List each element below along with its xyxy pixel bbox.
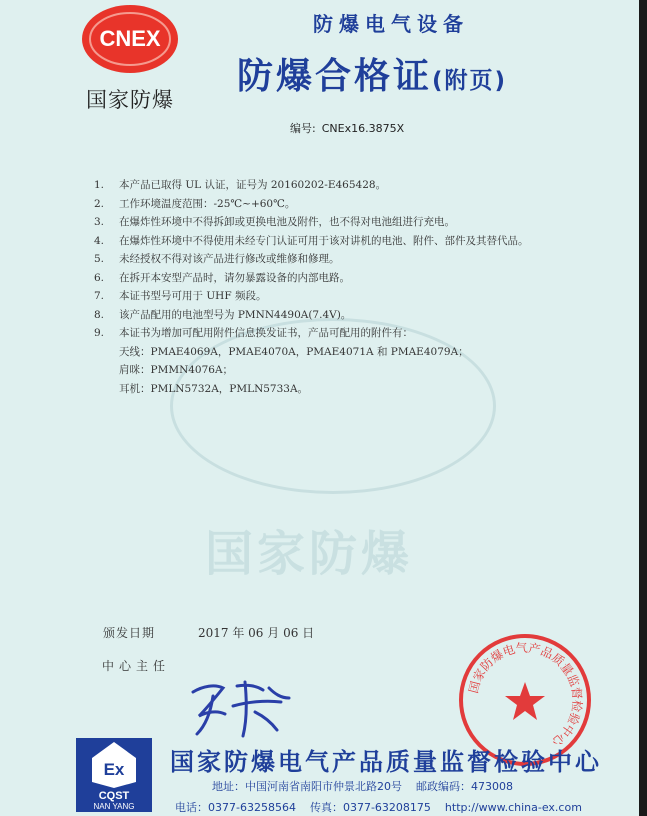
cqst-ex-logo: [76, 738, 152, 812]
note-number: 7.: [94, 290, 105, 302]
note-text: 本产品已取得 UL 认证，证号为 20160202-E465428。: [119, 179, 387, 191]
logo-org-name: 国家防爆: [86, 88, 174, 112]
note-text: 工作环境温度范围：-25℃~+60℃。: [119, 197, 296, 210]
certificate-title: [237, 48, 507, 99]
issue-date-label: 颁发日期: [103, 626, 156, 640]
cnex-logo: [80, 2, 180, 76]
certificate-title-main: 防爆合格证: [237, 56, 433, 97]
note-item: [94, 232, 614, 251]
notes-list: [94, 176, 614, 398]
note-number: 6.: [94, 271, 105, 284]
note-number: 9.: [94, 327, 105, 339]
cqst-code: CQST: [98, 790, 130, 802]
ex-mark: Ex: [103, 760, 125, 779]
certificate-title-suffix: (附页): [432, 68, 508, 94]
accessory-line: 肩咪：PMMN4076A；: [119, 364, 234, 376]
note-text: 未经授权不得对该产品进行修改或维修和修理。: [119, 253, 340, 265]
certificate-number-value: CNEx16.3875X: [321, 122, 405, 135]
note-item: [94, 324, 614, 343]
note-text: 在爆炸性环境中不得拆卸或更换电池及附件，也不得对电池组进行充电。: [119, 216, 455, 228]
note-number: 5.: [94, 253, 105, 265]
center-phone: 电话：0377-63258564: [175, 801, 296, 814]
header-subtitle: 防爆电气设备: [313, 12, 469, 36]
note-text: 该产品配用的电池型号为 PMNN4490A(7.4V)。: [119, 308, 352, 321]
note-text: 本证书为增加可配用附件信息换发证书，产品可配用的附件有：: [119, 327, 413, 339]
note-text: 在拆开本安型产品时，请勿暴露设备的内部电路。: [119, 271, 350, 284]
watermark-text: 国家防爆: [205, 526, 414, 582]
director-label: 中心主任: [102, 659, 171, 673]
note-number: 8.: [94, 308, 105, 321]
note-text: 在爆炸性环境中不得使用未经专门认证可用于该对讲机的电池、附件、部件及其替代品。: [119, 234, 529, 247]
note-item: [94, 306, 614, 325]
director-signature: [185, 672, 305, 742]
certificate-number: [284, 120, 404, 136]
note-number: 3.: [94, 216, 105, 228]
contact-line: [175, 799, 596, 815]
testing-center-name: 国家防爆电气产品质量监督检验中心: [170, 748, 602, 776]
note-number: 2.: [94, 197, 105, 210]
seal-text-path: 国家防爆电气产品质量监督检验中心: [466, 640, 585, 749]
issue-date-value: 2017 年 06 月 06 日: [198, 626, 315, 640]
note-item: [94, 195, 614, 214]
center-address: 地址：中国河南省南阳市仲景北路20号: [212, 780, 402, 793]
accessory-line: 耳机：PMLN5732A，PMLN5733A。: [119, 382, 309, 395]
cqst-city: NAN YANG: [93, 802, 135, 811]
logo-text: CNEX: [99, 26, 161, 51]
note-item: [94, 287, 614, 306]
accessory-line: 天线：PMAE4069A，PMAE4070A，PMAE4071A 和 PMAE4079A；: [119, 345, 469, 358]
seal-star-icon: [505, 682, 545, 720]
note-text: 本证书型号可用于 UHF 频段。: [119, 290, 267, 302]
note-number: 1.: [94, 179, 105, 191]
note-item: [94, 213, 614, 232]
note-item: [94, 250, 614, 269]
note-number: 4.: [94, 234, 105, 247]
certificate-number-label: 编号:: [290, 122, 316, 135]
center-website: http://www.china-ex.com: [444, 801, 582, 814]
note-item: [94, 269, 614, 288]
center-postcode: 邮政编码：473008: [416, 780, 513, 793]
center-fax: 传真：0377-63208175: [309, 801, 431, 814]
address-line: [212, 778, 527, 794]
note-item: [94, 176, 614, 195]
